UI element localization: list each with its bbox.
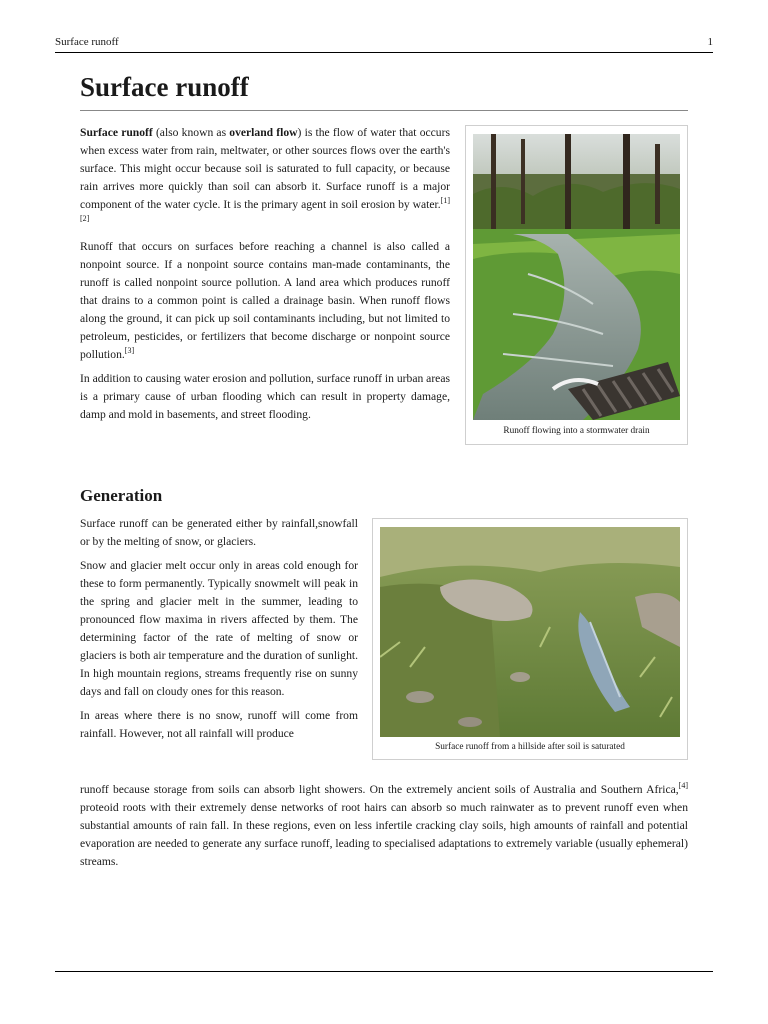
generation-paragraph-2: Snow and glacier melt occur only in areas cold enough for these to form permanently. Typically snowmelt will peak in the spring and glacier melt in the summer, leading to pronounced flow maxima in rivers affected by them. The determining factor of the rate of melting of snow or glaciers is both air temperature and the duration of sunlight. In high mountain regions, streams frequently rise on sunny days and fall on cloudy ones for this reason. bbox=[80, 559, 358, 698]
hillside-runoff-photo bbox=[380, 527, 680, 737]
footer-divider bbox=[55, 971, 713, 972]
generation-column bbox=[80, 515, 358, 749]
generation-paragraph-1: Surface runoff can be generated either by rainfall,snowfall or by the melting of snow, or glaciers. bbox=[80, 517, 358, 548]
page-title: Surface runoff bbox=[80, 72, 249, 102]
title-divider bbox=[80, 110, 688, 111]
intro-paragraph-2: Runoff that occurs on surfaces before reaching a channel is also called a nonpoint source. If a nonpoint source contains man-made contaminants, the runoff is called nonpoint source pollution. A land area which produces runoff that drains to a common point is called a drainage basin. When runoff flows along the ground, it can pick up soil contaminants including, but not limited to petroleum, pesticides, or fertilizers that become discharge or nonpoint source pollution.[3] bbox=[80, 240, 450, 361]
figure-hillside-runoff bbox=[372, 518, 688, 760]
term-overland-flow: overland flow bbox=[229, 126, 298, 139]
section-heading-generation: Generation bbox=[80, 486, 163, 505]
figure-caption: Runoff flowing into a stormwater drain bbox=[503, 426, 650, 436]
figure-caption: Surface runoff from a hillside after soil is saturated bbox=[435, 742, 625, 752]
figure-stormwater-drain bbox=[465, 125, 688, 445]
intro-paragraph-3: In addition to causing water erosion and pollution, surface runoff in urban areas is a primary cause of urban flooding which can result in property damage, damp and mold in basements, and street flooding. bbox=[80, 372, 450, 421]
generation-paragraph-3-start: In areas where there is no snow, runoff will come from rainfall. However, not all rainfall will produce bbox=[80, 709, 358, 740]
page-number: 1 bbox=[707, 36, 713, 48]
citation-4[interactable]: [4] bbox=[678, 781, 688, 791]
citation-3[interactable]: [3] bbox=[124, 346, 135, 356]
generation-paragraph-3-end: runoff because storage from soils can absorb light showers. On the extremely ancient soils of Australia and Southern Africa,[4] proteoid roots with their extremely dense networks of root hairs can absorb so much rainwater as to prevent runoff even when substantial amounts of rain fall. In these regions, even on less infertile cracking clay soils, high amounts of rainfall and potential evaporation are needed to generate any surface runoff, leading to specialised adaptations to extremely variable (usually ephemeral) streams. bbox=[80, 781, 688, 868]
intro-column bbox=[80, 124, 450, 430]
term-surface-runoff: Surface runoff bbox=[80, 126, 153, 139]
citation-1-2[interactable]: [1][2] bbox=[80, 196, 450, 224]
generation-full-width-text bbox=[80, 781, 688, 877]
running-header bbox=[55, 36, 713, 53]
running-title: Surface runoff bbox=[55, 36, 119, 48]
intro-paragraph-1: Surface runoff (also known as overland flow) is the flow of water that occurs when excess water from rain, meltwater, or other sources flows over the earth's surface. This might occur because soil is saturated to full capacity, or because rain arrives more quickly than soil can absorb it. Surface runoff is a major component of the water cycle. It is the primary agent in soil erosion by water.[1][2] bbox=[80, 126, 450, 224]
stormwater-drain-photo bbox=[473, 134, 680, 420]
